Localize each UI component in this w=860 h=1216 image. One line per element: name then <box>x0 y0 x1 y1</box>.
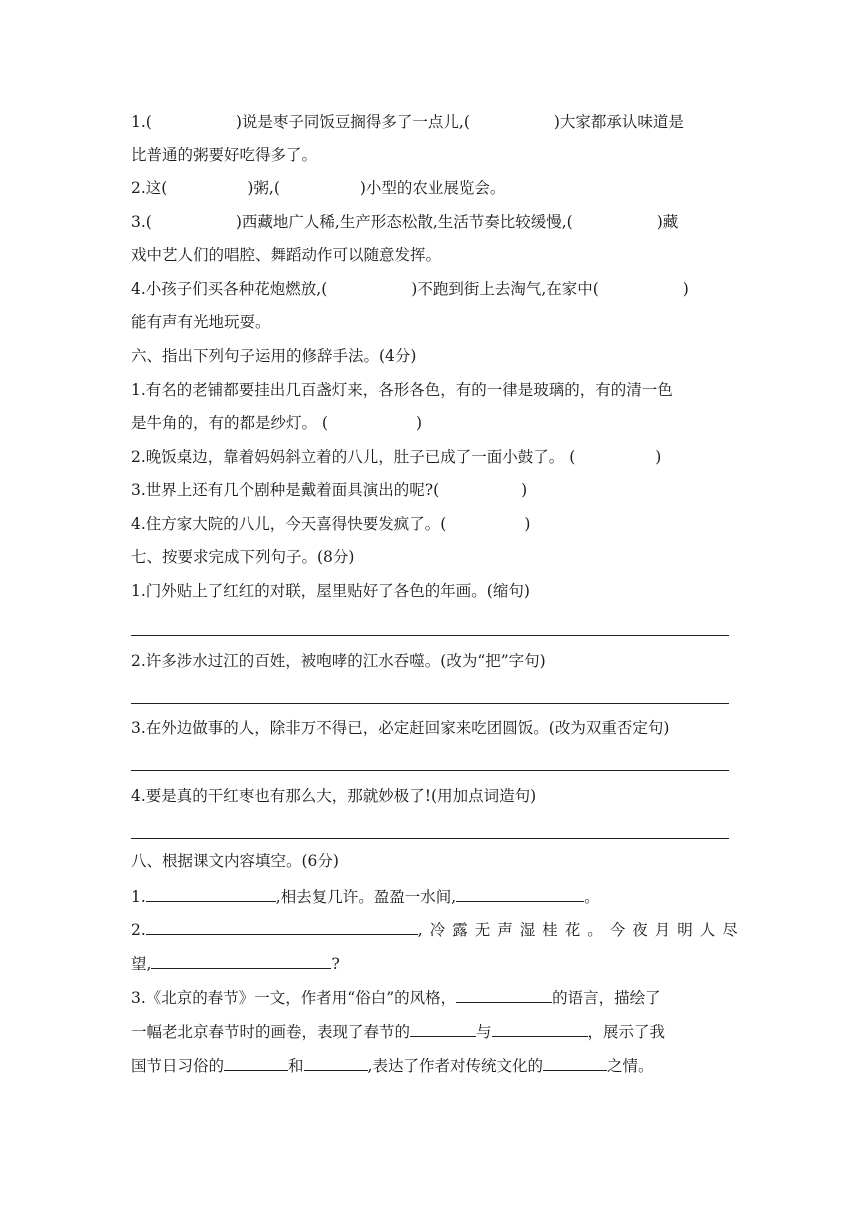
q6-heading: 六、指出下列句子运用的修辞手法。(4分) <box>131 347 417 365</box>
answer-line[interactable] <box>131 838 729 839</box>
answer-line[interactable] <box>131 703 729 704</box>
q5-line-7: 能有声有光地玩耍。 <box>131 313 271 331</box>
q5-line-1: 1.( )说是枣子同饭豆搁得多了一点儿,( )大家都承认味道是 <box>131 113 684 131</box>
q8-line-5: 一幅老北京春节时的画卷，表现了春节的 与 ，展示了我 <box>131 1023 666 1041</box>
answer-line[interactable] <box>131 770 729 771</box>
q6-line-5: 4.住方家大院的八儿，今天喜得快要发疯了。( ) <box>131 515 531 533</box>
fill-blank[interactable] <box>146 920 418 935</box>
q6-line-1: 1.有名的老铺都要挂出几百盏灯来，各形各色，有的一律是玻璃的，有的清一色 <box>131 381 673 399</box>
fill-blank[interactable] <box>456 887 584 902</box>
q7-sentence-2: 2.许多涉水过江的百姓，被咆哮的江水吞噬。(改为“把”字句) <box>131 652 546 670</box>
q5-line-2: 比普通的粥要好吃得多了。 <box>131 146 318 164</box>
fill-blank[interactable] <box>224 1056 288 1071</box>
q8-line-4: 3.《北京的春节》一文，作者用“俗白”的风格， 的语言，描绘了 <box>131 989 661 1007</box>
q8-line-6: 国节日习俗的 和 ,表达了作者对传统文化的 之情。 <box>131 1057 654 1075</box>
fill-blank[interactable] <box>146 887 276 902</box>
q5-line-6: 4.小孩子们买各种花炮燃放,( )不跑到街上去淘气,在家中( ) <box>131 280 689 298</box>
q7-sentence-3: 3.在外边做事的人，除非万不得已，必定赶回家来吃团圆饭。(改为双重否定句) <box>131 719 670 737</box>
q5-line-3: 2.这( )粥,( )小型的农业展览会。 <box>131 179 506 197</box>
q8-line-3: 望, ? <box>131 955 340 973</box>
q8-heading: 八、根据课文内容填空。(6分) <box>131 852 339 870</box>
q7-sentence-1: 1.门外贴上了红红的对联，屋里贴好了各色的年画。(缩句) <box>131 582 530 600</box>
fill-blank[interactable] <box>543 1056 607 1071</box>
fill-blank[interactable] <box>492 1022 588 1037</box>
fill-blank[interactable] <box>304 1056 368 1071</box>
q6-line-4: 3.世界上还有几个剧种是戴着面具演出的呢?( ) <box>131 481 528 499</box>
answer-line[interactable] <box>131 635 729 636</box>
q7-heading: 七、按要求完成下列句子。(8分) <box>131 548 355 566</box>
q7-sentence-4: 4.要是真的干红枣也有那么大，那就妙极了!(用加点词造句) <box>131 787 537 805</box>
q6-line-2: 是牛角的，有的都是纱灯。 ( ) <box>131 414 423 432</box>
q5-line-5: 戏中艺人们的唱腔、舞蹈动作可以随意发挥。 <box>131 246 442 264</box>
q5-line-4: 3.( )西藏地广人稀,生产形态松散,生活节奏比较缓慢,( )藏 <box>131 213 679 231</box>
q8-line-2: 2. ,冷露无声湿桂花。今夜月明人尽 <box>131 921 745 939</box>
q6-line-3: 2.晚饭桌边，靠着妈妈斜立着的八儿，肚子已成了一面小鼓了。 ( ) <box>131 448 662 466</box>
fill-blank[interactable] <box>410 1022 476 1037</box>
q8-line-1: 1. ,相去复几许。盈盈一水间, 。 <box>131 888 600 906</box>
fill-blank[interactable] <box>151 954 331 969</box>
fill-blank[interactable] <box>456 988 552 1003</box>
